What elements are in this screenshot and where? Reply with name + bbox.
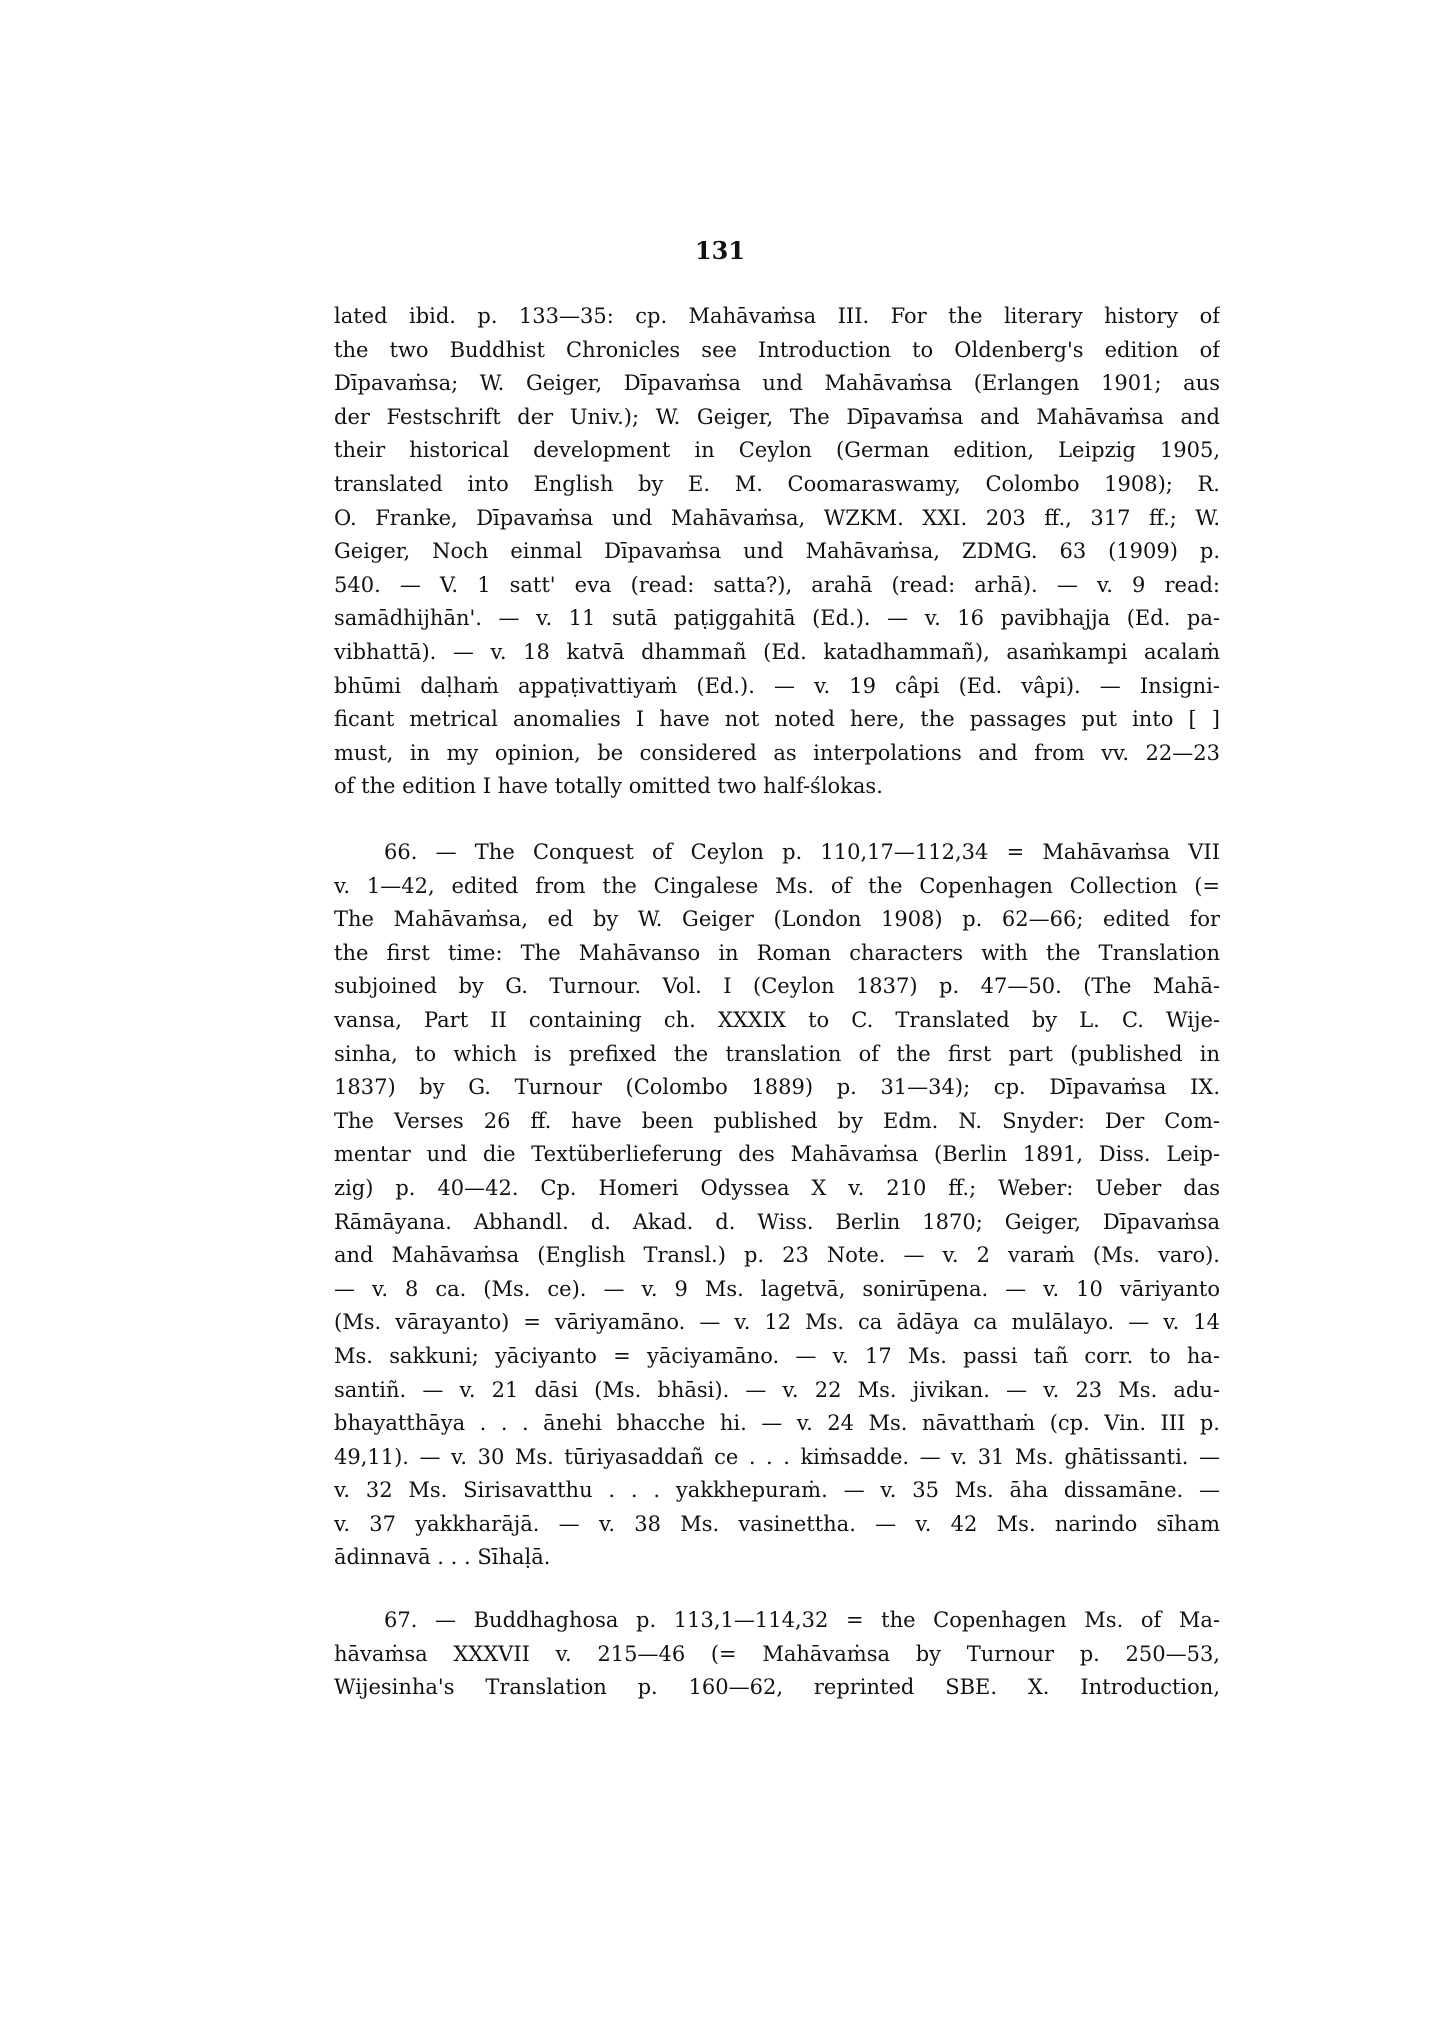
text-line: ficant metrical anomalies I have not noted here, the passages put into [ ] [334, 707, 1220, 732]
text-line: of the edition I have totally omitted two half-ślokas. [334, 774, 883, 799]
text-line: bhūmi daḷhaṁ appaṭivattiyaṁ (Ed.). — v. 19 câpi (Ed. vâpi). — Insigni- [334, 673, 1220, 698]
text-line: vibhattā). — v. 18 katvā dhammañ (Ed. katadhammañ), asaṁkampi acalaṁ [334, 639, 1220, 664]
text-line: The Mahāvaṁsa, ed by W. Geiger (London 1908) p. 62—66; edited for [334, 907, 1220, 932]
text-line: O. Franke, Dīpavaṁsa und Mahāvaṁsa, WZKM. XXI. 203 ff., 317 ff.; W. [334, 505, 1220, 530]
text-line: Ms. sakkuni; yāciyanto = yāciyamāno. — v. 17 Ms. passi tañ corr. to ha- [334, 1343, 1220, 1368]
text-line: 1837) by G. Turnour (Colombo 1889) p. 31—34); cp. Dīpavaṁsa IX. [334, 1075, 1220, 1100]
text-line: v. 1—42, edited from the Cingalese Ms. of the Copenhagen Collection (= [334, 873, 1220, 898]
page-number: 131 [694, 236, 746, 265]
text-line: the two Buddhist Chronicles see Introduction to Oldenberg's edition of [334, 337, 1220, 362]
text-line: lated ibid. p. 133—35: cp. Mahāvaṁsa III. For the literary history of [334, 304, 1220, 328]
text-line: and Mahāvaṁsa (English Transl.) p. 23 Note. — v. 2 varaṁ (Ms. varo). [334, 1243, 1220, 1268]
text-line: zig) p. 40—42. Cp. Homeri Odyssea X v. 210 ff.; Weber: Ueber das [334, 1175, 1220, 1200]
section-heading-line: 67. — Buddhaghosa p. 113,1—114,32 = the Copenhagen Ms. of Ma- [384, 1608, 1220, 1632]
text-line: Wijesinha's Translation p. 160—62, reprinted SBE. X. Introduction, [334, 1675, 1220, 1700]
paragraph-section-67 [334, 1604, 1220, 1705]
text-line: ādinnavā . . . Sīhaḷā. [334, 1545, 551, 1570]
text-line: samādhijhān'. — v. 11 sutā paṭiggahitā (Ed.). — v. 16 pavibhajja (Ed. pa- [334, 606, 1220, 631]
text-line: hāvaṁsa XXXVII v. 215—46 (= Mahāvaṁsa by Turnour p. 250—53, [334, 1641, 1220, 1666]
text-line: bhayatthāya . . . ānehi bhacche hi. — v. 24 Ms. nāvatthaṁ (cp. Vin. III p. [334, 1411, 1220, 1436]
text-line: mentar und die Textüberlieferung des Mahāvaṁsa (Berlin 1891, Diss. Leip- [334, 1142, 1220, 1167]
text-line: sinha, to which is prefixed the translation of the first part (published in [334, 1041, 1220, 1066]
text-line: Rāmāyana. Abhandl. d. Akad. d. Wiss. Berlin 1870; Geiger, Dīpavaṁsa [334, 1209, 1220, 1234]
section-heading-line: 66. — The Conquest of Ceylon p. 110,17—112,34 = Mahāvaṁsa VII [384, 840, 1220, 864]
text-line: vansa, Part II containing ch. XXXIX to C. Translated by L. C. Wije- [334, 1007, 1220, 1032]
text-line: 49,11). — v. 30 Ms. tūriyasaddañ ce . . . kiṁsadde. — v. 31 Ms. ghātissanti. — [334, 1444, 1220, 1469]
text-line: translated into English by E. M. Coomaraswamy, Colombo 1908); R. [334, 471, 1220, 496]
text-line: the first time: The Mahāvanso in Roman characters with the Translation [334, 940, 1220, 965]
text-line: v. 32 Ms. Sirisavatthu . . . yakkhepuraṁ. — v. 35 Ms. āha dissamāne. — [334, 1478, 1220, 1503]
paragraph-section-66 [334, 836, 1220, 1575]
text-line: santiñ. — v. 21 dāsi (Ms. bhāsi). — v. 22 Ms. jivikan. — v. 23 Ms. adu- [334, 1377, 1220, 1402]
text-line: subjoined by G. Turnour. Vol. I (Ceylon 1837) p. 47—50. (The Mahā- [334, 974, 1220, 999]
text-line: (Ms. vārayanto) = vāriyamāno. — v. 12 Ms. ca ādāya ca mulālayo. — v. 14 [334, 1310, 1220, 1335]
text-line: — v. 8 ca. (Ms. ce). — v. 9 Ms. lagetvā, sonirūpena. — v. 10 vāriyanto [334, 1276, 1220, 1301]
text-line: Dīpavaṁsa; W. Geiger, Dīpavaṁsa und Mahāvaṁsa (Erlangen 1901; aus [334, 371, 1220, 396]
text-line: der Festschrift der Univ.); W. Geiger, The Dīpavaṁsa and Mahāvaṁsa and [334, 404, 1220, 429]
text-line: Geiger, Noch einmal Dīpavaṁsa und Mahāvaṁsa, ZDMG. 63 (1909) p. [334, 539, 1220, 564]
text-line: The Verses 26 ff. have been published by Edm. N. Snyder: Der Com- [334, 1108, 1220, 1133]
text-line: 540. — V. 1 satt' eva (read: satta?), arahā (read: arhā). — v. 9 read: [334, 572, 1220, 597]
text-line: their historical development in Ceylon (German edition, Leipzig 1905, [334, 438, 1220, 463]
text-line: must, in my opinion, be considered as interpolations and from vv. 22—23 [334, 740, 1220, 765]
paragraph-continuation [334, 300, 1220, 804]
text-line: v. 37 yakkharājā. — v. 38 Ms. vasinettha. — v. 42 Ms. narindo sīham [334, 1511, 1220, 1536]
